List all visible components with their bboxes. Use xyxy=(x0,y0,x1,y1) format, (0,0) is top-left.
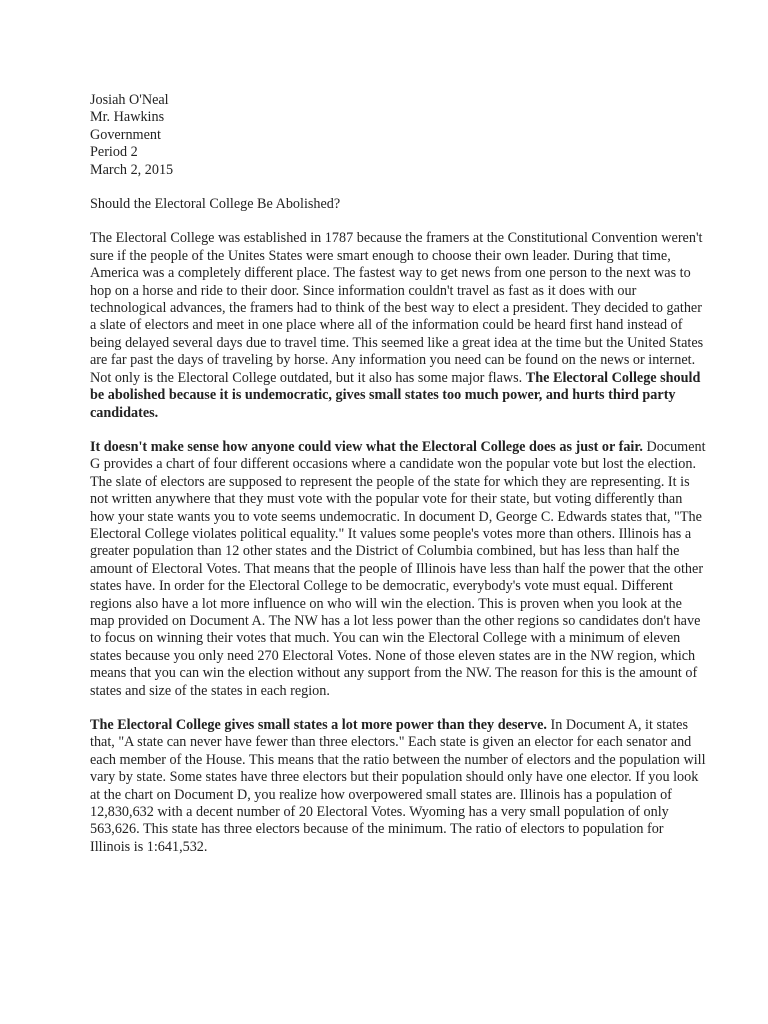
intro-text: The Electoral College was established in 1787 because the framers at the Constitutional Convention weren't sure if the people of the Unites States were smart enough to choose their own leader. During that time, America was a completely different place. The fastest way to get news from one person to the next was to hop on a horse and ride to their door. Since information couldn't travel as fast as it does with our technological advances, the framers had to think of the best way to elect a president. They decided to gather a slate of electors and meet in one place where all of the information could be heard first hand instead of being delayed several days due to travel time. This seemed like a great idea at the time but the United States are far past the days of traveling by horse. Any information you need can be found on the news or internet. Not only is the Electoral College outdated, but it also has some major flaws. xyxy=(90,230,704,386)
author-name: Josiah O'Neal xyxy=(90,92,169,108)
header-block xyxy=(90,92,706,179)
body-text-1: Document G provides a chart of four different occasions where a candidate won the popular vote but lost the election. The slate of electors are supposed to represent the people of the state for which they are representing. It is not written anywhere that they must vote with the popular vote for their state, but voting differently than how your state wants you to vote seems undemocratic. In document D, George C. Edwards states that, "The Electoral College violates political equality." It values some people's votes more than others. Illinois has a greater population than 12 other states and the District of Columbia combined, but has less than half the amount of Electoral Votes. That means that the people of Illinois have less than half the power that the other states have. In order for the Electoral College to be democratic, everybody's vote must equal. Different regions also have a lot more influence on who will win the election. This is proven when you look at the map provided on Document A. The NW has a lot less power than the other regions so candidates don't have to focus on winning their votes that much. You can win the Electoral College with a minimum of eleven states because you only need 270 Electoral Votes. None of those eleven states are in the NW region, which means that you can win the election without any support from the NW. The reason for this is the amount of states and size of the states in each region. xyxy=(90,438,706,699)
paragraph-small-states xyxy=(90,717,706,856)
date: March 2, 2015 xyxy=(90,161,174,178)
paragraph-undemocratic xyxy=(90,439,706,700)
topic-sentence-2: The Electoral College gives small states a lot more power than they deserve. xyxy=(90,717,547,733)
topic-sentence-1: It doesn't make sense how anyone could view what the Electoral College does as just or fair. xyxy=(90,438,643,455)
body-text-2: In Document A, it states that, "A state can never have fewer than three electors." Each state is given an elector for each senator and each member of the House. This means that the ratio between the number of electors and the population will vary by state. Some states have three electors but their population should only have one elector. If you look at the chart on Document D, you realize how overpowered small states are. Illinois has a population of 12,830,632 with a decent number of 20 Electoral Votes. Wyoming has a very small population of only 563,626. This state has three electors because of the minimum. The ratio of electors to population for Illinois is 1:641,532. xyxy=(90,717,706,855)
class-period: Period 2 xyxy=(90,144,138,161)
essay-title: Should the Electoral College Be Abolished? xyxy=(90,196,341,213)
subject: Government xyxy=(90,126,161,143)
thesis-statement: The Electoral College should be abolished because it is undemocratic, gives small states too much power, and hurts third party candidates. xyxy=(90,369,701,421)
teacher-name: Mr. Hawkins xyxy=(90,109,165,126)
paragraph-intro xyxy=(90,230,706,421)
